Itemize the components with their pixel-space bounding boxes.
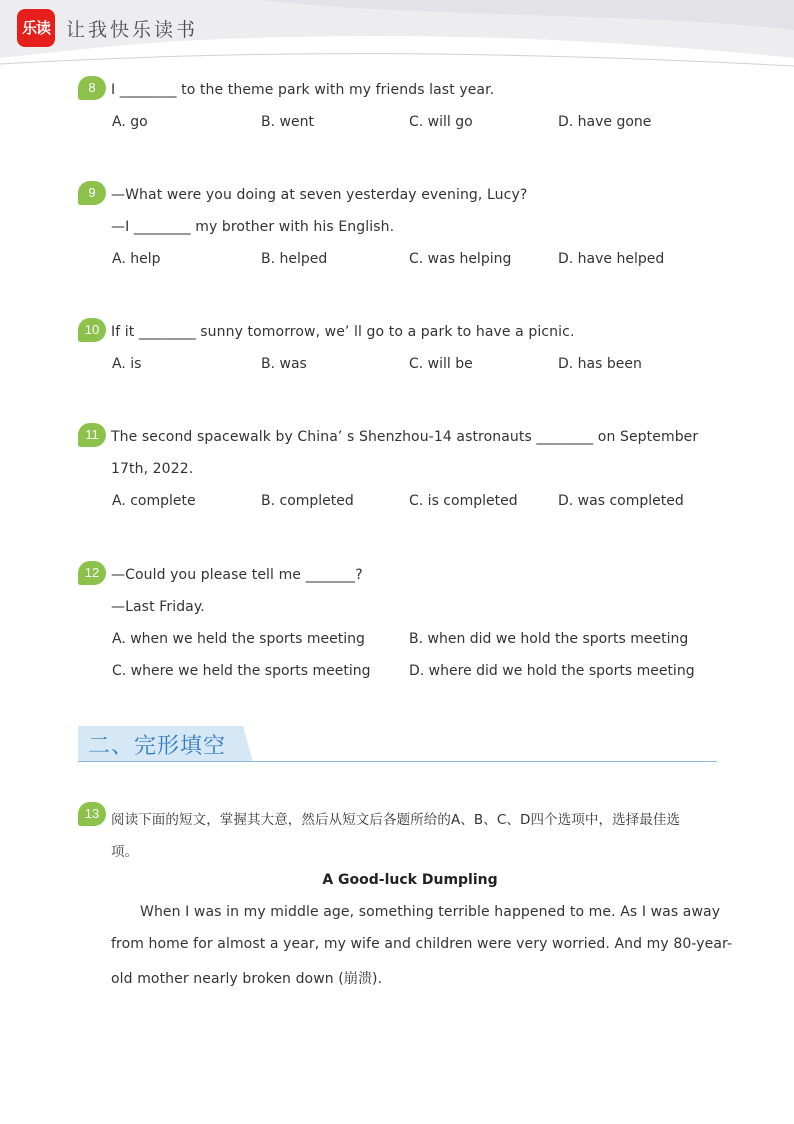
question-stem: If it ________ sunny tomorrow, we’ ll go to a park to have a picnic. [111, 324, 575, 340]
passage-line: When I was in my middle age, something terrible happened to me. As I was away [140, 904, 721, 920]
page-header [0, 0, 794, 70]
cloze-instruction: 项。 [111, 844, 139, 860]
passage-line: old mother nearly broken down (崩溃). [111, 971, 383, 987]
question-number-badge: 12 [78, 561, 106, 585]
option-a: A. when we held the sports meeting [112, 631, 365, 647]
option-b: B. went [261, 114, 314, 130]
option-a: A. complete [112, 493, 196, 509]
section-divider [78, 761, 717, 762]
passage-line: from home for almost a year, my wife and children were very worried. And my 80-year- [111, 936, 733, 952]
option-d: D. where did we hold the sports meeting [409, 663, 695, 679]
option-b: B. was [261, 356, 307, 372]
question-stem: —I ________ my brother with his English. [111, 219, 395, 235]
slogan-text: 让我快乐读书 [66, 19, 199, 41]
option-d: D. have helped [558, 251, 665, 267]
option-d: D. was completed [558, 493, 684, 509]
question-number-badge: 13 [78, 802, 106, 826]
option-d: D. have gone [558, 114, 652, 130]
question-stem: 17th, 2022. [111, 461, 194, 477]
option-b: B. helped [261, 251, 328, 267]
option-a: A. is [112, 356, 142, 372]
question-stem: —What were you doing at seven yesterday evening, Lucy? [111, 187, 528, 203]
question-stem: The second spacewalk by China’ s Shenzhou-14 astronauts ________ on September [111, 429, 699, 445]
option-c: C. was helping [409, 251, 512, 267]
question-number-badge: 8 [78, 76, 106, 100]
passage-title: A Good-luck Dumpling [322, 872, 498, 888]
option-d: D. has been [558, 356, 642, 372]
option-b: B. completed [261, 493, 354, 509]
question-stem: I ________ to the theme park with my friends last year. [111, 82, 495, 98]
question-number-badge: 10 [78, 318, 106, 342]
option-c: C. will be [409, 356, 473, 372]
app-logo: 乐读 [17, 9, 55, 47]
question-stem: —Could you please tell me _______? [111, 567, 363, 583]
option-c: C. where we held the sports meeting [112, 663, 371, 679]
section-title: 二、完形填空 [88, 734, 227, 759]
question-number-badge: 11 [78, 423, 106, 447]
cloze-instruction: 阅读下面的短文，掌握其大意，然后从短文后各题所给的A、B、C、D四个选项中，选择最佳选 [111, 812, 681, 828]
option-a: A. help [112, 251, 161, 267]
option-a: A. go [112, 114, 148, 130]
question-stem: —Last Friday. [111, 599, 205, 615]
option-c: C. will go [409, 114, 473, 130]
option-b: B. when did we hold the sports meeting [409, 631, 689, 647]
question-number-badge: 9 [78, 181, 106, 205]
option-c: C. is completed [409, 493, 518, 509]
